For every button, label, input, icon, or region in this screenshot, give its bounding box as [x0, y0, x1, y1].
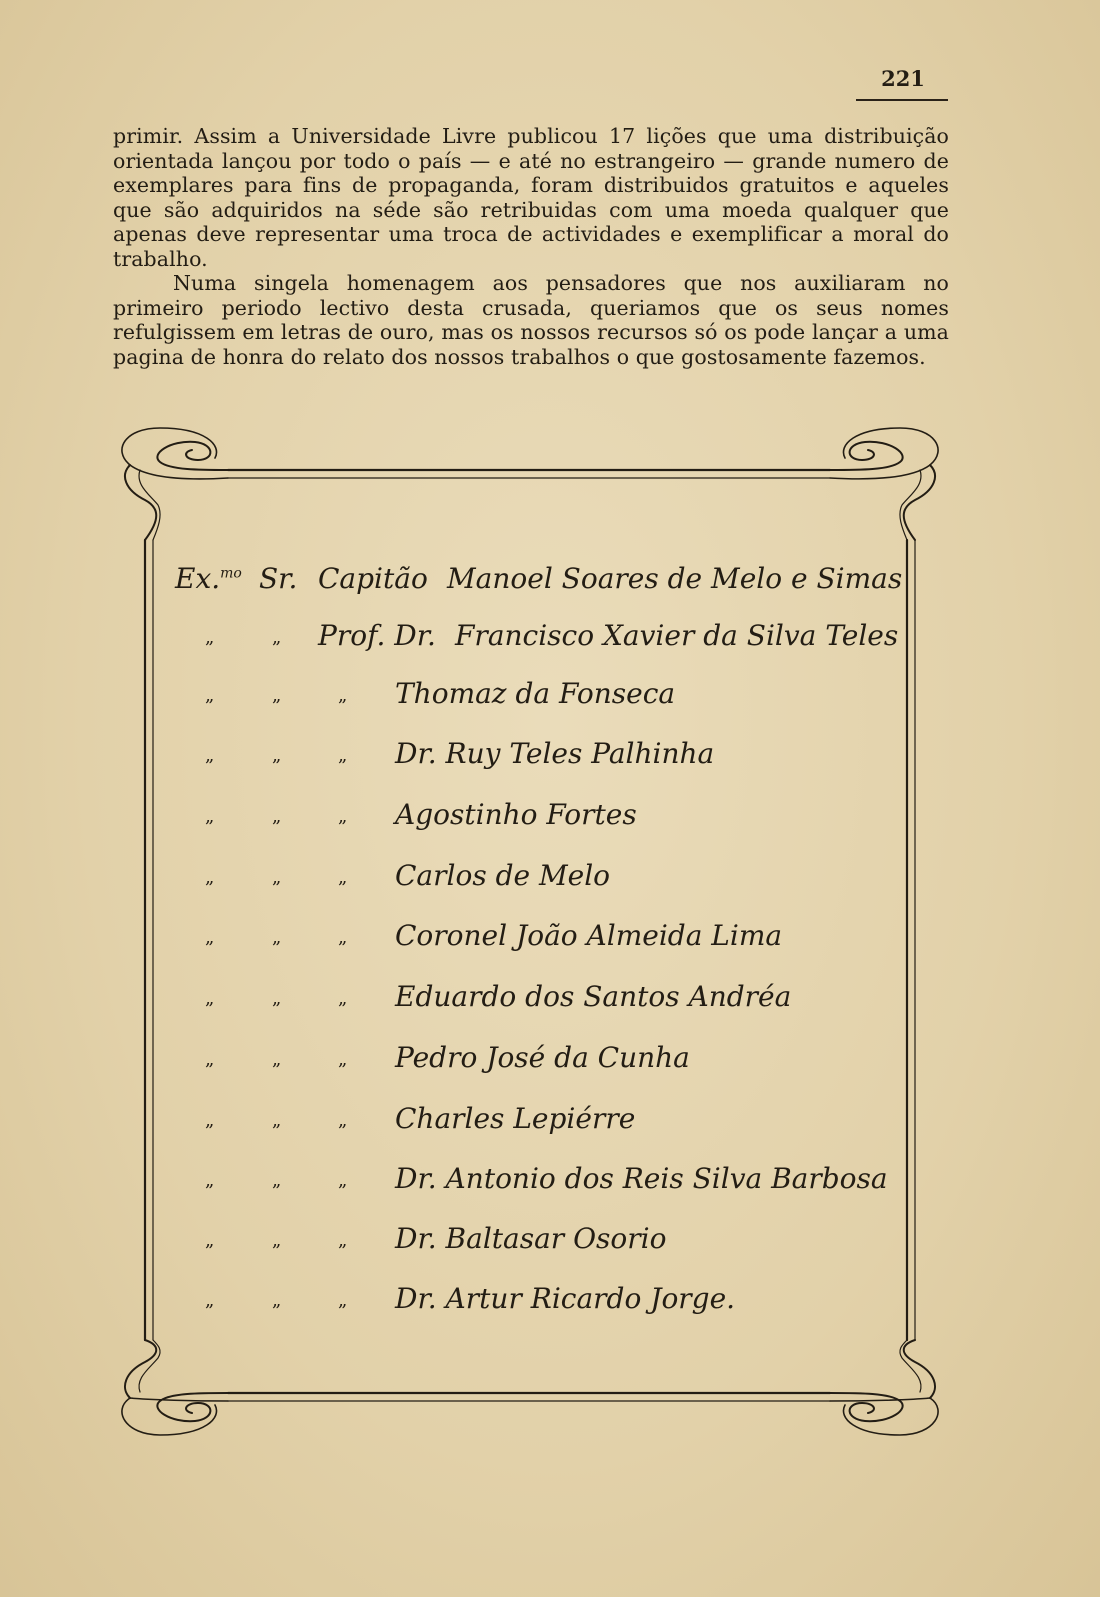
- ditto-mark: „: [272, 685, 282, 706]
- ditto-mark: „: [205, 685, 215, 706]
- ditto-mark: „: [272, 988, 282, 1009]
- ditto-mark: „: [205, 1049, 215, 1070]
- ditto-mark: „: [205, 1110, 215, 1131]
- ditto-mark: „: [338, 1170, 348, 1191]
- ditto-mark: „: [205, 745, 215, 766]
- ditto-mark: „: [272, 627, 282, 648]
- ditto-mark: „: [205, 1290, 215, 1311]
- honoree-name: Dr. Antonio dos Reis Silva Barbosa: [395, 1162, 888, 1195]
- honoree-name: Agostinho Fortes: [395, 798, 637, 831]
- paragraph-2: Numa singela homenagem aos pensadores que nos auxiliaram no primeiro periodo lectivo desta crusada, queriamos que os seus nomes refulgissem em letras de ouro, mas os nossos recursos só os pode lançar a uma pagina de honra do relato dos nossos trabalhos o que gostosamente fazemos.: [113, 271, 949, 369]
- rank-label: Capitão: [318, 562, 428, 595]
- honoree-name: Eduardo dos Santos Andréa: [395, 980, 792, 1013]
- ditto-mark: „: [272, 1110, 282, 1131]
- ditto-mark: „: [205, 988, 215, 1009]
- excellency-label: Ex.$^{mo}$: [175, 562, 242, 595]
- ditto-mark: „: [272, 1290, 282, 1311]
- ditto-mark: „: [205, 867, 215, 888]
- honoree-name: Francisco Xavier da Silva Teles: [455, 619, 899, 652]
- ditto-mark: „: [205, 627, 215, 648]
- ditto-mark: „: [272, 1230, 282, 1251]
- ditto-mark: „: [272, 927, 282, 948]
- honoree-name: Carlos de Melo: [395, 859, 611, 892]
- honoree-name: Dr. Ruy Teles Palhinha: [395, 737, 715, 770]
- honoree-name: Charles Lepiérre: [395, 1102, 636, 1135]
- ditto-mark: „: [338, 685, 348, 706]
- ditto-mark: „: [338, 867, 348, 888]
- honoree-prefix: Prof. Dr.: [318, 619, 436, 652]
- ditto-mark: „: [338, 1049, 348, 1070]
- title-label: Sr.: [259, 562, 298, 595]
- honoree-name: Dr. Artur Ricardo Jorge.: [395, 1282, 736, 1315]
- ditto-mark: „: [272, 1170, 282, 1191]
- ditto-mark: „: [205, 927, 215, 948]
- honoree-name: Coronel João Almeida Lima: [395, 919, 783, 952]
- ditto-mark: „: [205, 806, 215, 827]
- ditto-mark: „: [338, 745, 348, 766]
- ditto-mark: „: [205, 1170, 215, 1191]
- ditto-mark: „: [272, 745, 282, 766]
- honoree-name: Thomaz da Fonseca: [395, 677, 676, 710]
- honoree-name: Pedro José da Cunha: [395, 1041, 690, 1074]
- ditto-mark: „: [338, 1290, 348, 1311]
- ditto-mark: „: [272, 1049, 282, 1070]
- ditto-mark: „: [272, 806, 282, 827]
- ditto-mark: „: [205, 1230, 215, 1251]
- ditto-mark: „: [338, 806, 348, 827]
- ditto-mark: „: [338, 988, 348, 1009]
- honoree-name: Manoel Soares de Melo e Simas: [447, 562, 903, 595]
- ditto-mark: „: [338, 1110, 348, 1131]
- page-number: 221: [881, 66, 925, 91]
- honoree-name: Dr. Baltasar Osorio: [395, 1222, 667, 1255]
- paragraph-1: primir. Assim a Universidade Livre publicou 17 lições que uma distribuição orientada lançou por todo o país — e até no estrangeiro — grande numero de exemplares para fins de propaganda, foram distribuidos gratuitos e aqueles que são adquiridos na séde são retribuidas com uma moeda qualquer que apenas deve representar uma troca de actividades e exemplificar a moral do trabalho.: [113, 124, 949, 271]
- ditto-mark: „: [338, 927, 348, 948]
- ditto-mark: „: [272, 867, 282, 888]
- ditto-mark: „: [338, 1230, 348, 1251]
